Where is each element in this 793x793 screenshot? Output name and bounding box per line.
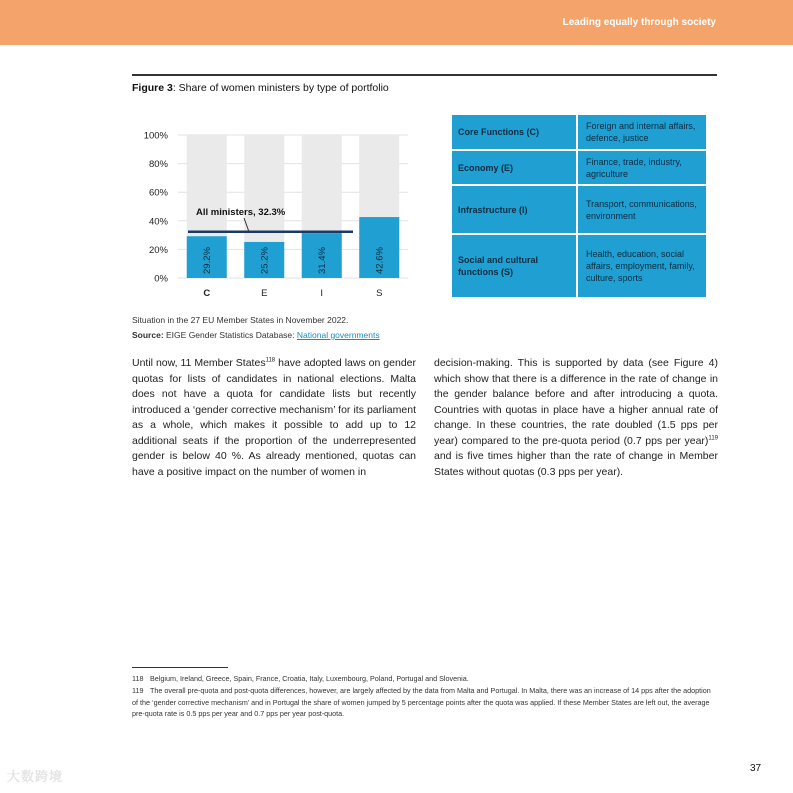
footnote xyxy=(132,685,717,720)
bar-value-label: 29.2% xyxy=(201,247,213,274)
footnote-ref[interactable]: 118 xyxy=(265,357,276,364)
footnote-number: 119 xyxy=(132,686,144,695)
source-link[interactable]: National governments xyxy=(296,330,380,340)
footnote-ref[interactable]: 119 xyxy=(708,435,718,441)
category-row xyxy=(451,114,707,150)
category-key: Infrastructure (I) xyxy=(451,185,577,234)
y-tick-label: 0% xyxy=(154,273,168,285)
x-axis xyxy=(203,288,382,299)
y-tick-label: 20% xyxy=(148,244,168,256)
bar-value-label: 31.4% xyxy=(316,247,328,274)
category-key: Economy (E) xyxy=(451,150,577,185)
footnote-text: Belgium, Ireland, Greece, Spain, France, Croatia, Italy, Luxembourg, Poland, Portugal and Slovenia. xyxy=(150,674,469,683)
figure-label: Figure 3 xyxy=(132,82,173,94)
body-column-left xyxy=(132,356,416,480)
situation-note: Situation in the 27 EU Member States in November 2022. xyxy=(132,315,349,325)
x-tick-label: E xyxy=(261,288,268,299)
category-table xyxy=(450,113,708,299)
bar-value-label: 42.6% xyxy=(374,247,386,274)
x-tick-label: C xyxy=(203,288,211,299)
source-label: Source: xyxy=(132,330,164,340)
top-banner xyxy=(0,0,793,45)
x-tick-label: S xyxy=(376,288,383,299)
y-tick-label: 60% xyxy=(148,187,168,199)
footnote-number: 118 xyxy=(132,674,144,683)
bar-chart xyxy=(132,122,422,302)
figure-source xyxy=(132,313,380,343)
category-row xyxy=(451,185,707,234)
y-axis xyxy=(144,131,169,285)
figure-top-rule xyxy=(132,74,717,76)
figure-title xyxy=(132,82,389,94)
body-text: have adopted laws on gender quotas for lists of candidates in national elections. Malta does not have a quota for candidate lists but recently introduced a ‘gender corrective mechanism’ for its parliament as a whole, which makes it possible to add up to 12 additional seats if the proportion of the underrepresented gender is below 40 %. As already mentioned, quotas can have a positive impact on the number of women in xyxy=(132,357,416,478)
running-header: Leading equally through society xyxy=(562,17,716,28)
y-tick-label: 40% xyxy=(148,216,168,228)
category-key: Social and cultural functions (S) xyxy=(451,234,577,298)
y-tick-label: 80% xyxy=(148,159,168,171)
category-value: Transport, communications, environment xyxy=(577,185,707,234)
category-value: Finance, trade, industry, agriculture xyxy=(577,150,707,185)
y-tick-label: 100% xyxy=(143,130,168,142)
category-value: Foreign and internal affairs, defence, justice xyxy=(577,114,707,150)
source-text: EIGE Gender Statistics Database: xyxy=(163,330,297,340)
watermark: 大数跨境 xyxy=(7,769,64,784)
body-text: Until now, 11 Member States xyxy=(132,357,266,369)
source-line xyxy=(132,328,380,343)
page-number: 37 xyxy=(750,763,762,774)
category-key: Core Functions (C) xyxy=(451,114,577,150)
category-row xyxy=(451,150,707,185)
body-text: and is five times higher than the rate of change in Member States without quotas (0.3 pps per year). xyxy=(434,450,718,478)
figure-title-text: : Share of women ministers by type of portfolio xyxy=(172,82,389,94)
body-text: decision-making. This is supported by data (see Figure 4) which show that there is a difference in the rate of change in the gender balance before and after introducing a quota. Countries with quotas in place have a higher annual rate of change. In these countries, the rate doubled (1.5 pps per year) compared to the pre-quota period (0.7 pps per year) xyxy=(434,357,718,447)
bar-value-label: 25.2% xyxy=(259,247,271,274)
body-column-right xyxy=(434,356,718,480)
footnote xyxy=(132,673,717,685)
category-row xyxy=(451,234,707,298)
reference-line-label: All ministers, 32.3% xyxy=(196,207,286,218)
footnote-rule xyxy=(132,667,228,668)
category-value: Health, education, social affairs, employment, family, culture, sports xyxy=(577,234,707,298)
footnote-text: The overall pre-quota and post-quota differences, however, are largely affected by the data from Malta and Portugal. In Malta, there was an increase of 14 pps after the adoption of the ‘gender corrective mechanism’ and in Portugal the share of women jumped by 5 percentage points after the quota was applied. If these Member States are left out, the average pre-quota rate is 0.5 pps per year and 0.7 pps per year post-quota. xyxy=(132,686,711,718)
x-tick-label: I xyxy=(320,288,324,299)
